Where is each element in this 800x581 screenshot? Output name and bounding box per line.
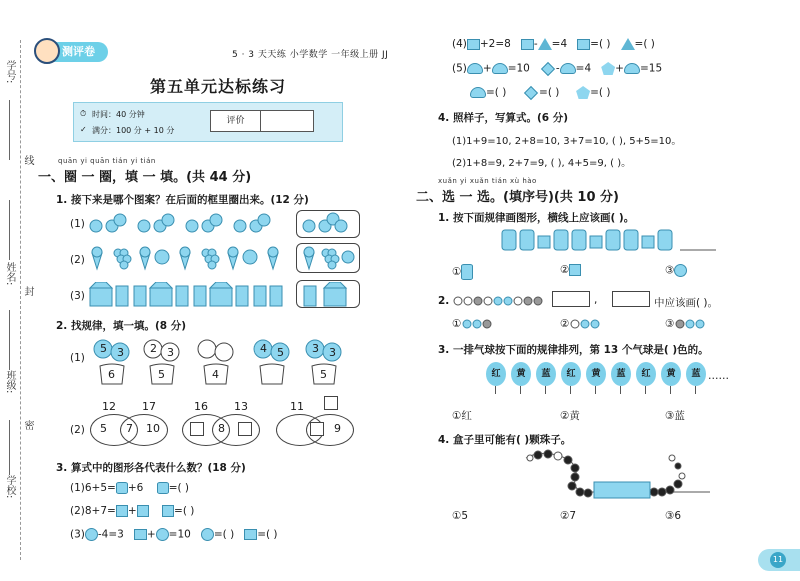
flower-1-left: 5 xyxy=(100,342,107,355)
diamond-icon xyxy=(541,61,555,75)
square-icon xyxy=(467,39,480,50)
venn-1-mid: 7 xyxy=(126,422,133,435)
page-number-tab xyxy=(758,549,800,571)
row-1-options xyxy=(300,212,356,236)
venn-2-left-box[interactable] xyxy=(190,422,204,436)
triangle-icon xyxy=(621,38,635,50)
s2-q2-opt-1[interactable] xyxy=(452,318,501,330)
q1-1-text: 1. 接下来是哪个图案？在后面的框里圈出来。(12 分) xyxy=(56,194,309,206)
s2-q1-opt-1-label: ① xyxy=(452,266,462,278)
flower-3-pot: 4 xyxy=(212,368,219,381)
page-number: 11 xyxy=(770,552,786,568)
balloon-1: 红 xyxy=(486,362,506,386)
section1-pinyin: quān yi quān tián yi tián xyxy=(58,157,156,165)
venn-2-mid: 8 xyxy=(218,422,225,435)
diamond-icon xyxy=(524,85,538,99)
cube-icon xyxy=(162,505,174,517)
s2-q4-opt-1[interactable]: ①5 xyxy=(452,510,469,522)
flower-pot-2 xyxy=(142,338,182,386)
cylinder-icon xyxy=(157,482,169,494)
q3-row-2 xyxy=(70,505,194,517)
name-label: 姓名: xyxy=(4,262,15,286)
q3-row1-label: (1)6+5= xyxy=(70,482,116,494)
flower-2-right: 3 xyxy=(167,346,174,359)
q3-row2-label: (2)8+7= xyxy=(70,505,116,517)
section2-title: 二、选 一 选。(填序号)(共 10 分) xyxy=(416,190,619,205)
row4-b: - xyxy=(533,38,538,50)
balloon-7: 红 xyxy=(636,362,656,386)
pentagon-icon xyxy=(601,62,615,75)
venn-1-left: 5 xyxy=(100,422,107,435)
row5-b: - xyxy=(555,62,560,75)
section2-pinyin: xuǎn yi xuǎn tián xù hào xyxy=(438,177,537,185)
balloon-2: 黄 xyxy=(511,362,531,386)
row-2-options xyxy=(300,245,356,273)
square-icon xyxy=(577,39,590,50)
circle-icon xyxy=(85,528,98,541)
row-3-label: (3) xyxy=(70,290,85,302)
heart-icon xyxy=(624,63,640,74)
flower-2-pot: 5 xyxy=(158,368,165,381)
circle-icon xyxy=(156,528,169,541)
dense-word: 密 xyxy=(22,420,33,430)
venn-1-top-right: 17 xyxy=(142,400,156,413)
balloon-5: 黄 xyxy=(586,362,606,386)
s2-q4-opt-3[interactable]: ③6 xyxy=(665,510,682,522)
flower-pot-5 xyxy=(304,338,344,386)
q3-row1-t1: +6 xyxy=(127,482,144,494)
venn-3-right: 9 xyxy=(334,422,341,435)
balloon-6: 蓝 xyxy=(611,362,631,386)
s2-q3-text: 3. 一排气球按下面的规律排列，第 13 个气球是( )色的。 xyxy=(438,344,709,356)
q4-line-2: (2)1+8=9, 2+7=9, ( ), 4+5=9, ( )。 xyxy=(452,158,632,169)
q3-row3-label: (3) xyxy=(70,528,85,541)
mascot-icon xyxy=(34,38,60,64)
q3-row3-t1: -4=3 xyxy=(97,528,124,541)
flower-5-left: 3 xyxy=(312,342,319,355)
q3-row1-t2: =( ) xyxy=(168,482,190,494)
circle-icon xyxy=(201,528,214,541)
q3-row-4 xyxy=(452,38,655,50)
flower-1-pot: 6 xyxy=(108,368,115,381)
triangle-icon xyxy=(538,38,552,50)
circle-icon xyxy=(674,264,687,277)
school-label: 学校: xyxy=(4,475,15,499)
binding-dashed-line xyxy=(20,40,21,560)
row6-a: =( ) xyxy=(486,86,507,99)
venn-2-top-left: 16 xyxy=(194,400,208,413)
s2-q2-num: 2. xyxy=(438,295,450,307)
s2-q4-text: 4. 盒子里可能有( )颗珠子。 xyxy=(438,434,572,446)
heart-icon xyxy=(467,63,483,74)
clock-icon: ⏱ xyxy=(80,109,87,118)
student-id-line xyxy=(9,100,10,160)
s2-q2-opt-3-label: ③ xyxy=(665,318,675,330)
section1-title: 一、圈 一 圈，填 一 填。(共 44 分) xyxy=(38,170,252,185)
s2-q1-text: 1. 按下面规律画图形，横线上应该画( )。 xyxy=(438,212,635,224)
flower-pot-3 xyxy=(196,338,236,386)
square-icon xyxy=(244,529,257,540)
s2-q2-opt-2[interactable] xyxy=(560,318,609,330)
balloon-4: 红 xyxy=(561,362,581,386)
heart-icon xyxy=(492,63,508,74)
cylinder-icon xyxy=(116,482,128,494)
q1-3-text: 3. 算式中的图形各代表什么数？(18 分) xyxy=(56,462,246,474)
q3-row-1 xyxy=(70,482,189,494)
flower-pot-1 xyxy=(92,338,132,386)
s2-q1-opt-1[interactable] xyxy=(452,264,473,280)
venn-3-mid-box[interactable] xyxy=(310,422,324,436)
row5-c: + xyxy=(615,62,624,75)
balloon-9: 蓝 xyxy=(686,362,706,386)
heart-icon xyxy=(560,63,576,74)
venn-3 xyxy=(276,396,356,448)
q1-4-text: 4. 照样子，写算式。(6 分) xyxy=(438,112,569,124)
balloon-8: 黄 xyxy=(661,362,681,386)
cylinder-icon xyxy=(461,264,473,280)
venn-2 xyxy=(182,400,262,448)
s2-q2-opt-2-label: ② xyxy=(560,318,570,330)
school-line xyxy=(9,420,10,475)
class-label: 班级: xyxy=(4,370,15,394)
heart-icon xyxy=(470,87,486,98)
cube-icon xyxy=(116,505,128,517)
grade-label: 评价 xyxy=(211,111,261,131)
grade-box[interactable] xyxy=(210,110,314,132)
s2-q3-opt-3[interactable]: ③蓝 xyxy=(665,410,685,422)
flower-2-left: 2 xyxy=(150,342,157,355)
s2-q3-opt-1[interactable]: ①红 xyxy=(452,410,472,422)
q3-row2-t2: =( ) xyxy=(174,505,195,517)
venn-3-top-box[interactable] xyxy=(324,396,338,410)
class-line xyxy=(9,310,10,370)
venn-1 xyxy=(90,400,170,448)
pentagon-icon xyxy=(576,86,590,99)
flower-pot-4 xyxy=(252,338,292,386)
q3-row3-t2: =10 xyxy=(168,528,191,541)
cube-icon xyxy=(137,505,149,517)
venn-2-top-right: 13 xyxy=(234,400,248,413)
cube-icon xyxy=(569,264,581,276)
square-icon xyxy=(521,39,534,50)
page-title: 第五单元达标练习 xyxy=(150,77,287,96)
s2-q4-opt-2[interactable]: ②7 xyxy=(560,510,577,522)
q3-row2-t1: + xyxy=(127,505,137,517)
s2-q1-opt-3[interactable] xyxy=(665,264,687,277)
header-info: 5 · 3 天天练 小学数学 一年级上册 JJ xyxy=(232,50,389,60)
q3-row-5 xyxy=(452,62,662,75)
s2-q2-opt-1-label: ① xyxy=(452,318,462,330)
row5-a2: =10 xyxy=(507,62,530,75)
student-id-label: 学号: xyxy=(4,60,15,84)
q1-2-text: 2. 找规律，填一填。(8 分) xyxy=(56,320,187,332)
flower-5-right: 3 xyxy=(329,346,336,359)
row-2-pattern xyxy=(88,245,288,273)
row4-b2: =4 xyxy=(551,38,568,50)
q3-row-3: (3) -4=3 + =10 =( ) =( ) xyxy=(70,528,278,541)
balloon-ellipsis: …… xyxy=(708,370,729,382)
score-text: 满分：100 分 + 10 分 xyxy=(92,126,175,135)
s2-q1-opt-2[interactable] xyxy=(560,264,581,276)
s2-q1-opt-2-label: ② xyxy=(560,264,570,276)
row-3-pattern xyxy=(88,282,288,308)
balloon-3: 蓝 xyxy=(536,362,556,386)
q3-row-6 xyxy=(470,86,610,99)
check-icon: ✓ xyxy=(80,125,87,134)
row-1-label: (1) xyxy=(70,218,85,230)
s2-q2-tail: 中应该画( )。 xyxy=(654,297,719,309)
row6-b: =( ) xyxy=(539,86,560,99)
square-icon xyxy=(134,529,147,540)
row5-b2: =4 xyxy=(575,62,592,75)
flower-4-right: 5 xyxy=(277,346,284,359)
s2-q2-beads xyxy=(453,294,553,308)
row6-c: =( ) xyxy=(590,86,611,99)
venn-1-top-left: 12 xyxy=(102,400,116,413)
brand-badge: 测评卷 xyxy=(36,42,108,62)
row5-c2: =15 xyxy=(639,62,663,75)
row-1-pattern xyxy=(88,212,288,236)
bead-string-with-box xyxy=(520,448,720,504)
row4-c: =( ) xyxy=(590,38,611,50)
flower-5-pot: 5 xyxy=(320,368,327,381)
row-2-label: (2) xyxy=(70,254,85,266)
s2-q3-opt-2[interactable]: ②黄 xyxy=(560,410,580,422)
line-word: 线 xyxy=(22,155,33,165)
q3-row3-t3: =( ) xyxy=(213,528,235,541)
flower-4-left: 4 xyxy=(260,342,267,355)
flower-1-right: 3 xyxy=(117,346,124,359)
s2-q2-opt-3[interactable] xyxy=(665,318,714,330)
s2-q2-comma: , xyxy=(594,294,598,306)
row4-d: =( ) xyxy=(634,38,655,50)
row4-a: +2=8 xyxy=(479,38,511,50)
s2-q1-pattern xyxy=(500,228,720,252)
venn-3-top-left: 11 xyxy=(290,400,304,413)
venn-2-right-box[interactable] xyxy=(238,422,252,436)
q2-2-label: (2) xyxy=(70,424,85,436)
s2-q2-box-2[interactable] xyxy=(612,291,650,307)
q3-row3-t4: =( ) xyxy=(257,528,278,541)
row5-a: + xyxy=(482,62,492,75)
q2-1-label: (1) xyxy=(70,352,85,364)
s2-q1-opt-3-label: ③ xyxy=(665,264,675,277)
row4-label: (4) xyxy=(452,38,467,50)
seal-word: 封 xyxy=(22,286,33,296)
name-line xyxy=(9,200,10,260)
row5-label: (5) xyxy=(452,62,467,75)
q4-line-1: (1)1+9=10, 2+8=10, 3+7=10, ( ), 5+5=10。 xyxy=(452,136,682,147)
venn-1-right: 10 xyxy=(146,422,160,435)
s2-q2-box-1[interactable] xyxy=(552,291,590,307)
row-3-options xyxy=(300,282,356,308)
time-text: 时间：40 分钟 xyxy=(92,110,145,119)
